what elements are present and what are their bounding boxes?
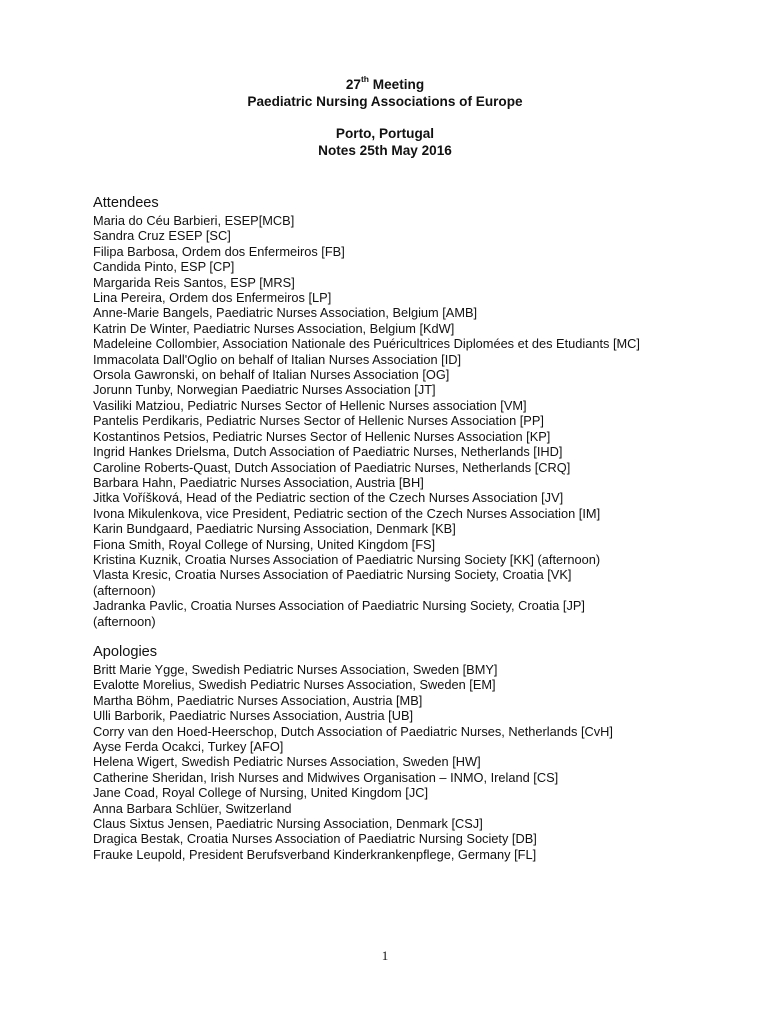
apologies-section bbox=[93, 643, 743, 862]
attendee-item-line: Jadranka Pavlic, Croatia Nurses Association of Paediatric Nursing Society, Croatia [JP] bbox=[93, 598, 585, 614]
apologies-heading: Apologies bbox=[93, 644, 158, 660]
attendees-list bbox=[93, 213, 743, 567]
attendee-item: Kostantinos Petsios, Pediatric Nurses Sector of Hellenic Nurses Association [KP] bbox=[93, 428, 551, 444]
apology-item: Ayse Ferda Ocakci, Turkey [AFO] bbox=[93, 739, 284, 755]
attendee-item: Anne-Marie Bangels, Paediatric Nurses Association, Belgium [AMB] bbox=[93, 305, 478, 321]
attendee-item: Lina Pereira, Ordem dos Enfermeiros [LP] bbox=[93, 290, 332, 306]
attendee-item: Immacolata Dall'Oglio on behalf of Italian Nurses Association [ID] bbox=[93, 351, 462, 367]
meeting-number: 27 bbox=[345, 77, 361, 92]
apology-item: Claus Sixtus Jensen, Paediatric Nursing Association, Denmark [CSJ] bbox=[93, 816, 483, 832]
attendee-item: Jitka Voříšková, Head of the Pediatric section of the Czech Nurses Association [JV] bbox=[93, 490, 564, 506]
attendee-item: Barbara Hahn, Paediatric Nurses Association, Austria [BH] bbox=[93, 474, 424, 490]
attendees-wrapped-list bbox=[93, 567, 743, 629]
attendee-item bbox=[93, 598, 743, 629]
apology-item: Helena Wigert, Swedish Pediatric Nurses Association, Sweden [HW] bbox=[93, 754, 481, 770]
attendee-item: Margarida Reis Santos, ESP [MRS] bbox=[93, 274, 295, 290]
apology-item: Catherine Sheridan, Irish Nurses and Midwives Organisation – INMO, Ireland [CS] bbox=[93, 769, 559, 785]
attendees-heading: Attendees bbox=[93, 195, 159, 211]
attendee-item: Caroline Roberts-Quast, Dutch Association of Paediatric Nurses, Netherlands [CRQ] bbox=[93, 459, 571, 475]
apology-item: Jane Coad, Royal College of Nursing, United Kingdom [JC] bbox=[93, 785, 429, 801]
meeting-number-suffix: th bbox=[360, 74, 369, 85]
attendee-item: Jorunn Tunby, Norwegian Paediatric Nurses Association [JT] bbox=[93, 382, 436, 398]
page-number: 1 bbox=[381, 948, 389, 963]
attendee-item: Karin Bundgaard, Paediatric Nursing Association, Denmark [KB] bbox=[93, 521, 456, 537]
attendee-item: Orsola Gawronski, on behalf of Italian Nurses Association [OG] bbox=[93, 367, 450, 383]
apology-item: Ulli Barborik, Paediatric Nurses Association, Austria [UB] bbox=[93, 708, 414, 724]
apology-item: Britt Marie Ygge, Swedish Pediatric Nurses Association, Sweden [BMY] bbox=[93, 662, 498, 677]
attendee-item: Ivona Mikulenkova, vice President, Pediatric section of the Czech Nurses Association [IM] bbox=[93, 505, 601, 521]
meeting-title bbox=[0, 76, 770, 93]
attendee-item: Fiona Smith, Royal College of Nursing, United Kingdom [FS] bbox=[93, 536, 436, 552]
attendee-item: Vasiliki Matziou, Pediatric Nurses Sector of Hellenic Nurses association [VM] bbox=[93, 397, 527, 413]
apology-item: Martha Böhm, Paediatric Nurses Association, Austria [MB] bbox=[93, 692, 423, 708]
attendee-item: Maria do Céu Barbieri, ESEP[MCB] bbox=[93, 213, 295, 228]
apology-item: Dragica Bestak, Croatia Nurses Association of Paediatric Nursing Society [DB] bbox=[93, 831, 537, 847]
attendee-item: Pantelis Perdikaris, Pediatric Nurses Sector of Hellenic Nurses Association [PP] bbox=[93, 413, 544, 429]
apology-item: Evalotte Morelius, Swedish Pediatric Nurses Association, Sweden [EM] bbox=[93, 677, 496, 693]
apology-item: Frauke Leupold, President Berufsverband Kinderkrankenpflege, Germany [FL] bbox=[93, 846, 537, 862]
attendee-item: Katrin De Winter, Paediatric Nurses Association, Belgium [KdW] bbox=[93, 320, 455, 336]
meeting-word: Meeting bbox=[369, 77, 425, 92]
document-header bbox=[0, 76, 770, 159]
attendee-item: Madeleine Collombier, Association Nationale des Puéricultrices Diplomées et des Etudiants [MC] bbox=[93, 336, 640, 352]
attendee-item: Filipa Barbosa, Ordem dos Enfermeiros [FB] bbox=[93, 243, 345, 259]
attendee-item: Sandra Cruz ESEP [SC] bbox=[93, 228, 231, 244]
attendee-item-line: (afternoon) bbox=[93, 613, 156, 629]
notes-date: Notes 25th May 2016 bbox=[318, 143, 452, 158]
attendee-item bbox=[93, 567, 743, 598]
meeting-location: Porto, Portugal bbox=[335, 126, 435, 141]
apology-item: Corry van den Hoed-Heerschop, Dutch Association of Paediatric Nurses, Netherlands [CvH] bbox=[93, 723, 613, 739]
apology-item: Anna Barbara Schlüer, Switzerland bbox=[93, 800, 292, 816]
header-spacer bbox=[0, 110, 770, 125]
attendee-item-line: Vlasta Kresic, Croatia Nurses Association of Paediatric Nursing Society, Croatia [VK] bbox=[93, 567, 572, 583]
attendees-section bbox=[93, 194, 743, 629]
attendee-item: Candida Pinto, ESP [CP] bbox=[93, 259, 235, 275]
organization-title: Paediatric Nursing Associations of Europe bbox=[247, 94, 523, 109]
apologies-list bbox=[93, 662, 743, 862]
attendee-item: Ingrid Hankes Drielsma, Dutch Association of Paediatric Nurses, Netherlands [IHD] bbox=[93, 444, 563, 460]
attendee-item: Kristina Kuznik, Croatia Nurses Association of Paediatric Nursing Society [KK] (afternoon) bbox=[93, 551, 601, 567]
attendee-item-line: (afternoon) bbox=[93, 582, 156, 598]
